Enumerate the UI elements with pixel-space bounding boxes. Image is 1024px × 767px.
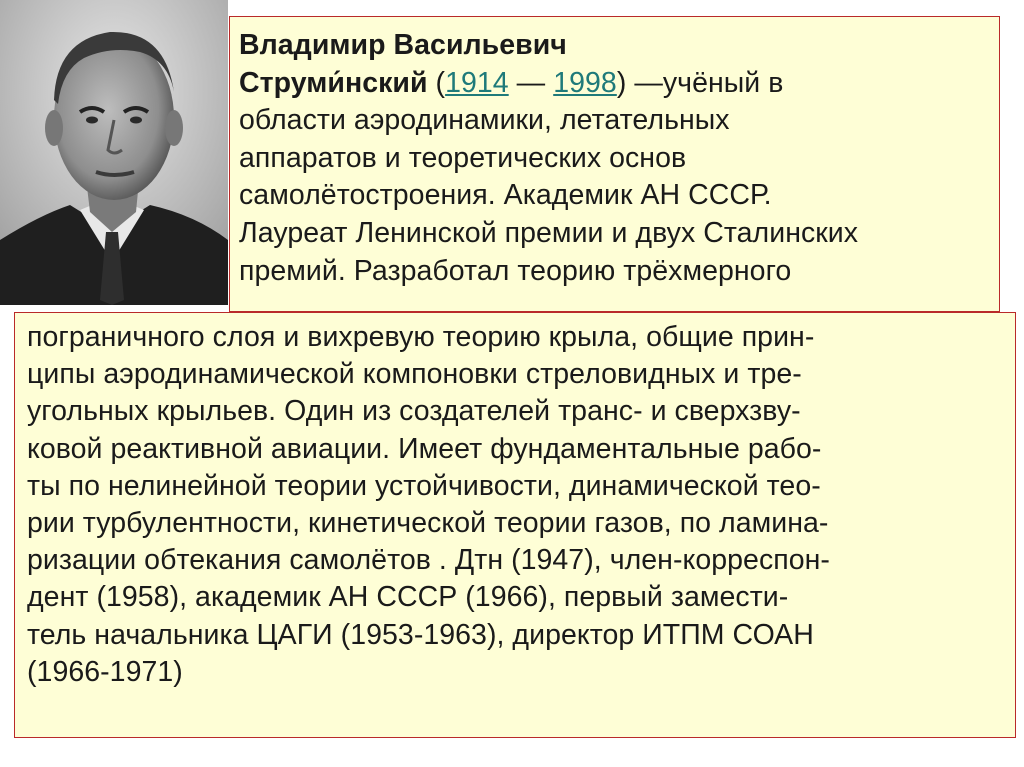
bio-bottom-line: рии турбулентности, кинетической теории газов, по ламина-: [27, 507, 829, 540]
bio-bottom-line: ризации обтекания самолётов . Дтн (1947), член-корреспон-: [27, 544, 830, 577]
after-years-text: ) —учёный в: [616, 66, 784, 99]
open-paren: (: [427, 66, 446, 99]
portrait-photo: [0, 0, 228, 305]
dash: —: [508, 66, 554, 99]
biography-continued-box: [14, 312, 1016, 738]
death-year-link[interactable]: 1998: [553, 66, 617, 99]
bio-top-line: области аэродинамики, летательных: [239, 104, 730, 137]
bio-top-line: аппаратов и теоретических основ: [239, 141, 687, 174]
person-name-line: Владимир Васильевич: [239, 29, 567, 61]
bio-bottom-line: ты по нелинейной теории устойчивости, динамической тео-: [27, 469, 821, 502]
surname-years-line: [239, 65, 999, 103]
bio-bottom-line: пограничного слоя и вихревую теорию крыла, общие прин-: [27, 321, 815, 353]
bio-bottom-line: ковой реактивной авиации. Имеет фундаментальные рабо-: [27, 432, 822, 465]
bio-bottom-line: ципы аэродинамической компоновки стреловидных и тре-: [27, 358, 802, 391]
bio-bottom-line: угольных крыльев. Один из создателей транс- и сверхзву-: [27, 395, 801, 428]
bio-top-line: самолётостроения. Академик АН СССР.: [239, 179, 772, 212]
surname: Струми́нский: [239, 66, 428, 99]
bio-bottom-line: тель начальника ЦАГИ (1953-1963), директор ИТПМ СОАН: [27, 618, 814, 651]
birth-year-link[interactable]: 1914: [445, 66, 509, 99]
biography-intro-box: [229, 16, 1000, 312]
bio-bottom-line: (1966-1971): [27, 655, 183, 688]
bio-top-line: премий. Разработал теорию трёхмерного: [239, 254, 792, 287]
bio-bottom-line: дент (1958), академик АН СССР (1966), первый замести-: [27, 581, 789, 614]
bio-top-line: Лауреат Ленинской премии и двух Сталинских: [239, 216, 859, 249]
